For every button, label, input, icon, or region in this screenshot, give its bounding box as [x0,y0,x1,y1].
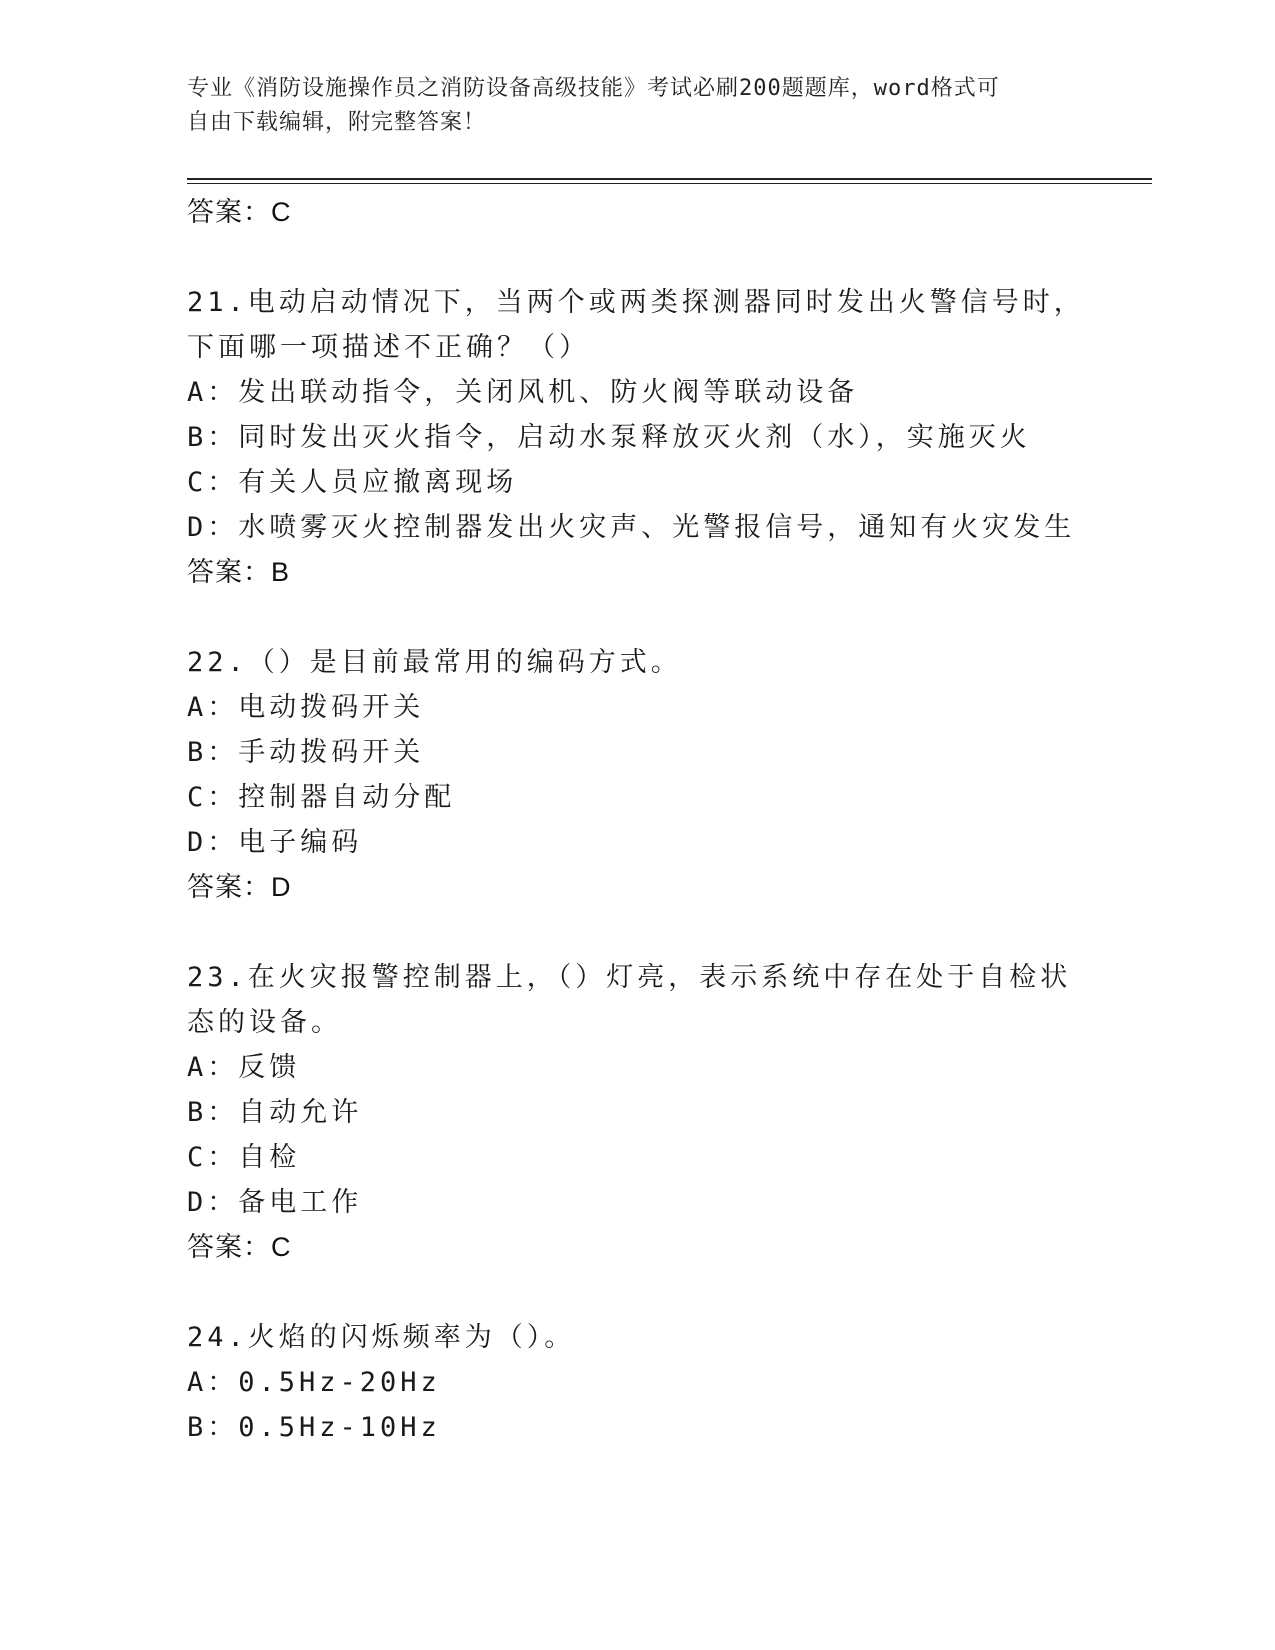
header-line-1: 专业《消防设施操作员之消防设备高级技能》考试必刷200题题库，word格式可 [187,76,1000,101]
option-b: B：0.5Hz-10Hz [187,1412,441,1443]
header-line-2: 自由下载编辑，附完整答案！ [187,110,487,135]
question-list [187,190,1087,1450]
question-21 [187,280,1087,595]
option-a: A：电动拨码开关 [187,692,425,723]
question-24 [187,1315,1087,1450]
spacer [187,1270,1087,1315]
question-23 [187,955,1087,1270]
option-b: B：手动拨码开关 [187,737,425,768]
option-d: D：水喷雾灭火控制器发出火灾声、光警报信号，通知有火灾发生 [187,512,1076,543]
spacer [187,595,1087,640]
option-a: A：0.5Hz-20Hz [187,1367,441,1398]
question-22 [187,640,1087,910]
question-text: 23.在火灾报警控制器上，（）灯亮，表示系统中存在处于自检状态的设备。 [187,962,1072,1038]
previous-answer: 答案：C [187,197,292,227]
option-b: B：自动允许 [187,1097,363,1128]
header-divider-thin [187,183,1152,184]
header-divider-thick [187,178,1152,180]
answer: 答案：C [187,1232,292,1262]
question-text: 21.电动启动情况下，当两个或两类探测器同时发出火警信号时，下面哪一项描述不正确？（） [187,287,1085,363]
option-c: C：控制器自动分配 [187,782,456,813]
question-text: 24.火焰的闪烁频率为（）。 [187,1322,576,1353]
question-text: 22.（）是目前最常用的编码方式。 [187,647,682,678]
answer: 答案：D [187,872,292,902]
option-c: C：有关人员应撤离现场 [187,467,518,498]
spacer [187,910,1087,955]
option-a: A：反馈 [187,1052,301,1083]
document-header [187,72,1087,140]
option-b: B：同时发出灭火指令，启动水泵释放灭火剂（水），实施灭火 [187,422,1031,453]
option-d: D：备电工作 [187,1187,363,1218]
option-a: A：发出联动指令，关闭风机、防火阀等联动设备 [187,377,859,408]
option-c: C：自检 [187,1142,301,1173]
answer: 答案：B [187,557,291,587]
option-d: D：电子编码 [187,827,363,858]
spacer [187,235,1087,280]
